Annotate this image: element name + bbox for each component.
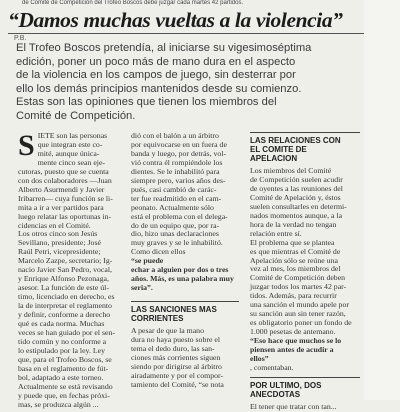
body-line: asesor. La función de este úl-	[18, 283, 109, 293]
section-heading-anecdotas-line: ANECDOTAS	[250, 389, 301, 399]
body-line: Alberto Asurmendi y Javier	[18, 184, 105, 194]
section-heading-anecdotas-line: POR ULTIMO, DOS	[250, 380, 322, 390]
body-line: hora de la verdad no tengan	[250, 219, 337, 229]
section-heading-sanciones	[131, 301, 239, 323]
body-line: su sanción aun sin tener razón,	[250, 309, 346, 319]
drop-cap: S	[18, 129, 35, 162]
body-line: dientes. Se le inhabilitó para	[131, 166, 220, 176]
body-line: de Competición suelen acudir	[250, 174, 343, 184]
body-line: que integran este co-	[37, 139, 103, 149]
body-line: luego relatar las oportunas in-	[18, 211, 112, 221]
headline-rule	[8, 33, 364, 34]
body-line: do de un equipo que, por ra-	[131, 220, 220, 230]
body-line: mas, se produzca algún ...	[18, 399, 99, 409]
body-line: Comité de Apelación y, éstos	[250, 192, 341, 202]
body-line: timo, licenciado en derecho, es	[18, 292, 115, 302]
body-line: vez al mes, los miembros del	[250, 264, 341, 274]
body-line: Comité de Competición deben	[250, 273, 346, 283]
body-line: y definir, conforme a derecho	[18, 310, 111, 320]
body-line: IETE son las personas	[37, 131, 108, 140]
pull-quote-line: años. Más, es una palabra muy	[131, 274, 234, 284]
body-line: qué es cada norma. Muchas	[18, 319, 105, 329]
body-line: tamiento del Comité, “se nota	[131, 379, 224, 389]
body-line: dió con el balón a un árbitro	[131, 131, 219, 140]
body-line: dura no haya puesto sobre el	[131, 335, 220, 345]
article-column-3	[250, 132, 360, 412]
section-heading-relaciones-line: APELACION	[250, 154, 298, 163]
body-line: veces se han guiado por el sen-	[18, 327, 115, 337]
body-line: juzgar todos los martes 42 par-	[250, 282, 347, 292]
pull-quote-line: piensen antes de acudir a	[250, 345, 334, 355]
page-margin	[364, 0, 400, 400]
headline: “Damos muchas vueltas a la violencia”	[8, 8, 343, 32]
body-line: cutoras, puesto que se cuenta	[18, 166, 109, 176]
body-line: de oyentes a las reuniones del	[250, 183, 343, 193]
body-line: 1.000 pesetas de antemano.	[250, 327, 336, 337]
body-line: suelen consultarles en determi-	[250, 201, 347, 211]
body-line: , comentaban.	[250, 362, 294, 372]
body-line: ciones más corrientes siguen	[131, 353, 221, 363]
body-line: basa en el reglamento de fút-	[18, 363, 109, 373]
body-line: Marcelo Zazpe, secretario; Ig-	[18, 256, 113, 266]
body-line: Iribarren— cuya función se li-	[18, 193, 113, 203]
section-heading-relaciones-line: EL COMITE DE	[250, 145, 307, 154]
lede-line: Comité de Competición.	[16, 109, 136, 122]
body-line: y Enrique Alfonso Pezonaga,	[18, 274, 109, 284]
body-line: está el problema con el delega-	[131, 211, 228, 221]
body-line: muy graves y se le inhabilitó.	[131, 238, 223, 248]
body-line: siendo por dirigirse al árbitro	[131, 361, 222, 371]
pull-quote-line: echar a alguien por dos o tres	[131, 265, 229, 275]
body-line: Raúl Petri, vicepresidente;	[18, 247, 101, 257]
body-line: con dos colaboradores —Juan	[18, 175, 112, 185]
body-line: relación entre sí.	[250, 228, 302, 238]
body-line: por equivocarse en un fuera de	[131, 139, 227, 149]
body-line: tema el dedo duro, las san-	[131, 344, 215, 354]
section-heading-relaciones-line: LAS RELACIONES CON	[250, 136, 341, 145]
body-line: es que mientras el Comité de	[250, 246, 341, 256]
spacer	[131, 293, 239, 301]
body-line: El problema que se plantea	[250, 237, 335, 247]
body-line: una sanción el mundo apele por	[250, 300, 349, 310]
body-line: tido común y no conforme a	[18, 336, 107, 346]
section-heading-sanciones-line: LAS SANCIONES MAS	[131, 305, 217, 315]
body-line: peonato. Actualmente sólo	[131, 202, 214, 212]
body-line: Apelación sólo se reúne una	[250, 255, 338, 265]
body-line: nados momentos aunque, a la	[250, 210, 343, 220]
body-line: dio, hizo unas declaraciones	[131, 229, 219, 239]
body-line: mita a ir a ver partidos para	[18, 202, 104, 212]
body-line: siempre pero, varios años des-	[131, 175, 226, 185]
lede-line: edición, poner un poco más de mano dura en el aspecto	[16, 55, 296, 68]
body-line: vió contra él rompiéndole los	[131, 157, 223, 167]
lede-line: de la violencia en los campos de juego, sin desterrar por	[16, 69, 296, 82]
pull-quote-line: seria”.	[131, 283, 153, 293]
body-line: mité, aunque única-	[37, 148, 100, 158]
body-line: ter fue readmitido en el cam-	[131, 193, 222, 203]
body-line: Actualmente se está revisando	[18, 381, 113, 391]
pull-quote-line: ellos”	[250, 354, 269, 364]
body-line: y puede que, en fechas próxi-	[18, 390, 110, 400]
body-line: Los miembros del Comité	[250, 166, 332, 175]
article-column-1	[18, 129, 119, 410]
lede-line: El Trofeo Boscos pretendía, al iniciarse su vigesimoséptima	[16, 42, 312, 54]
body-line: mente cinco sean eje-	[37, 157, 106, 167]
body-line: que, para el Trofeo Boscos, se	[18, 354, 112, 364]
body-line: Como dicen ellos	[131, 247, 186, 257]
body-line: la de interpretar el reglamento	[18, 301, 112, 311]
section-heading-relaciones	[250, 132, 360, 163]
lede-line: ello los demás principios mantenidos desde su comienzo.	[16, 82, 302, 95]
body-line: A pesar de que la mano	[131, 326, 204, 336]
body-line: pués, casi cambió de carác-	[131, 184, 217, 194]
body-line: lo estipulado por la ley. Ley	[18, 345, 105, 355]
body-line: cidencias en el Comité.	[18, 220, 91, 230]
body-line: Sevillano, presidente; José	[18, 238, 101, 248]
body-line: nacio Javier San Pedro, vocal,	[18, 265, 112, 275]
lede-paragraph	[16, 42, 358, 124]
byline: P.B.	[14, 35, 27, 42]
clipping-caption: de Comité de Competición del Trofeo Boscos debe juzgar cada martes 42 partidos.	[22, 0, 244, 6]
pull-quote-line: “Eso hace que muchos se lo	[250, 336, 342, 346]
article-column-2	[131, 132, 239, 390]
body-line: airadamente y por el compor-	[131, 370, 224, 380]
section-heading-sanciones-line: CORRIENTES	[131, 314, 184, 324]
body-line: bol, adaptado a este torneo.	[18, 372, 104, 382]
body-line: El tener que tratar con tan...	[250, 401, 337, 411]
body-line: tidos. Además, para recurrir	[250, 291, 337, 301]
body-line: banda y luego, por detrás, vol-	[131, 148, 227, 158]
pull-quote-line: “se puede	[131, 256, 164, 266]
section-heading-anecdotas	[250, 377, 360, 399]
body-line: Los otros cinco son Jesús	[18, 229, 98, 239]
body-line: es obligatorio poner un fondo de	[250, 318, 352, 328]
lede-line: Estas son las opiniones que tienen los miembros del	[16, 96, 277, 109]
